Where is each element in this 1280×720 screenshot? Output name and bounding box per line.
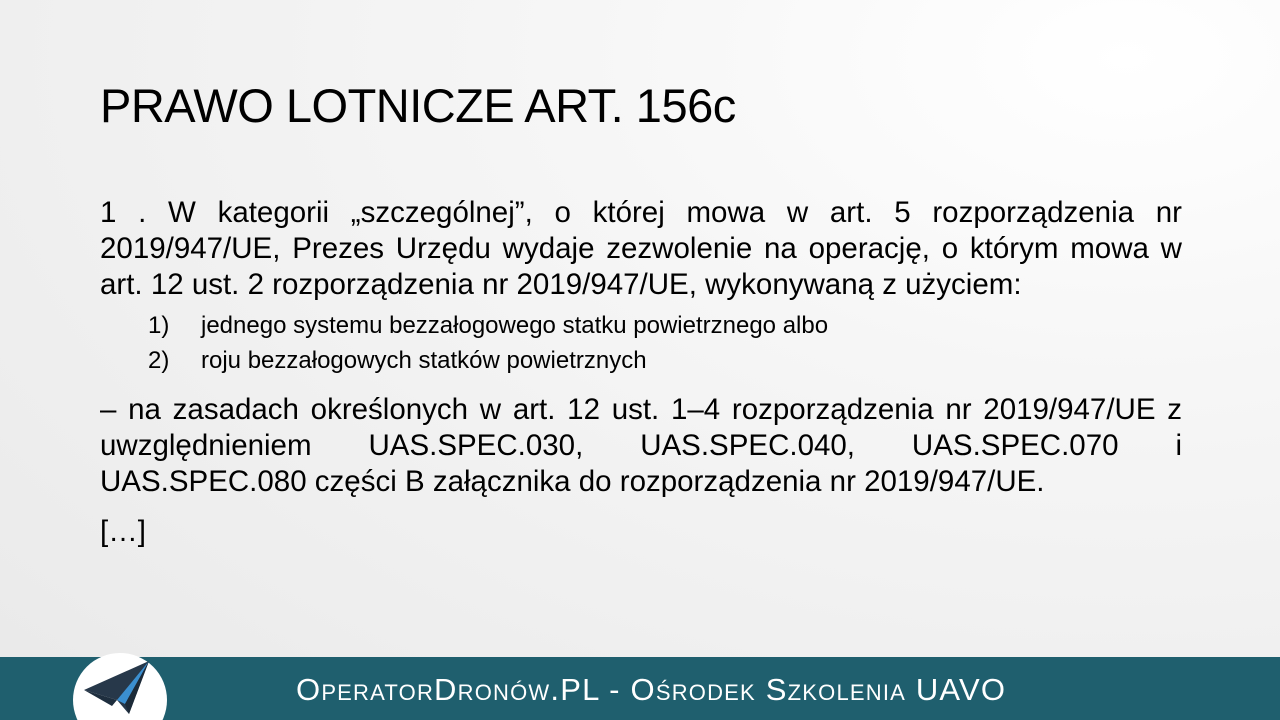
list-item-number: 1)	[148, 312, 170, 339]
list-item	[100, 308, 1182, 343]
footer-bar	[0, 657, 1280, 720]
paragraph-2: – na zasadach określonych w art. 12 ust. 1–4 rozporządzenia nr 2019/947/UE z uwzględnieniem UAS.SPEC.030, UAS.SPEC.040, UAS.SPEC.070 i UAS.SPEC.080 części B załącznika do rozporządzenia nr 2019/947/UE.	[100, 393, 1182, 498]
list-item-text: jednego systemu bezzałogowego statku powietrznego albo	[201, 312, 829, 339]
list-item-number: 2)	[148, 347, 170, 374]
slide-title: PRAWO LOTNICZE ART. 156c	[100, 79, 736, 132]
numbered-list	[100, 308, 1182, 378]
slide-content	[100, 195, 1182, 550]
paragraph-1: 1 . W kategorii „szczególnej”, o której mowa w art. 5 rozporządzenia nr 2019/947/UE, Prezes Urzędu wydaje zezwolenie na operację, o którym mowa w art. 12 ust. 2 rozporządzenia nr 2019/947/UE, wykonywaną z użyciem:	[100, 196, 1182, 301]
list-item	[100, 343, 1182, 378]
list-item-text: roju bezzałogowych statków powietrznych	[201, 347, 647, 374]
footer-text: OperatorDronów.PL - Ośrodek Szkolenia UAVO	[296, 672, 1007, 707]
ellipsis-text: […]	[100, 515, 146, 548]
paper-plane-drone-icon	[72, 652, 168, 720]
